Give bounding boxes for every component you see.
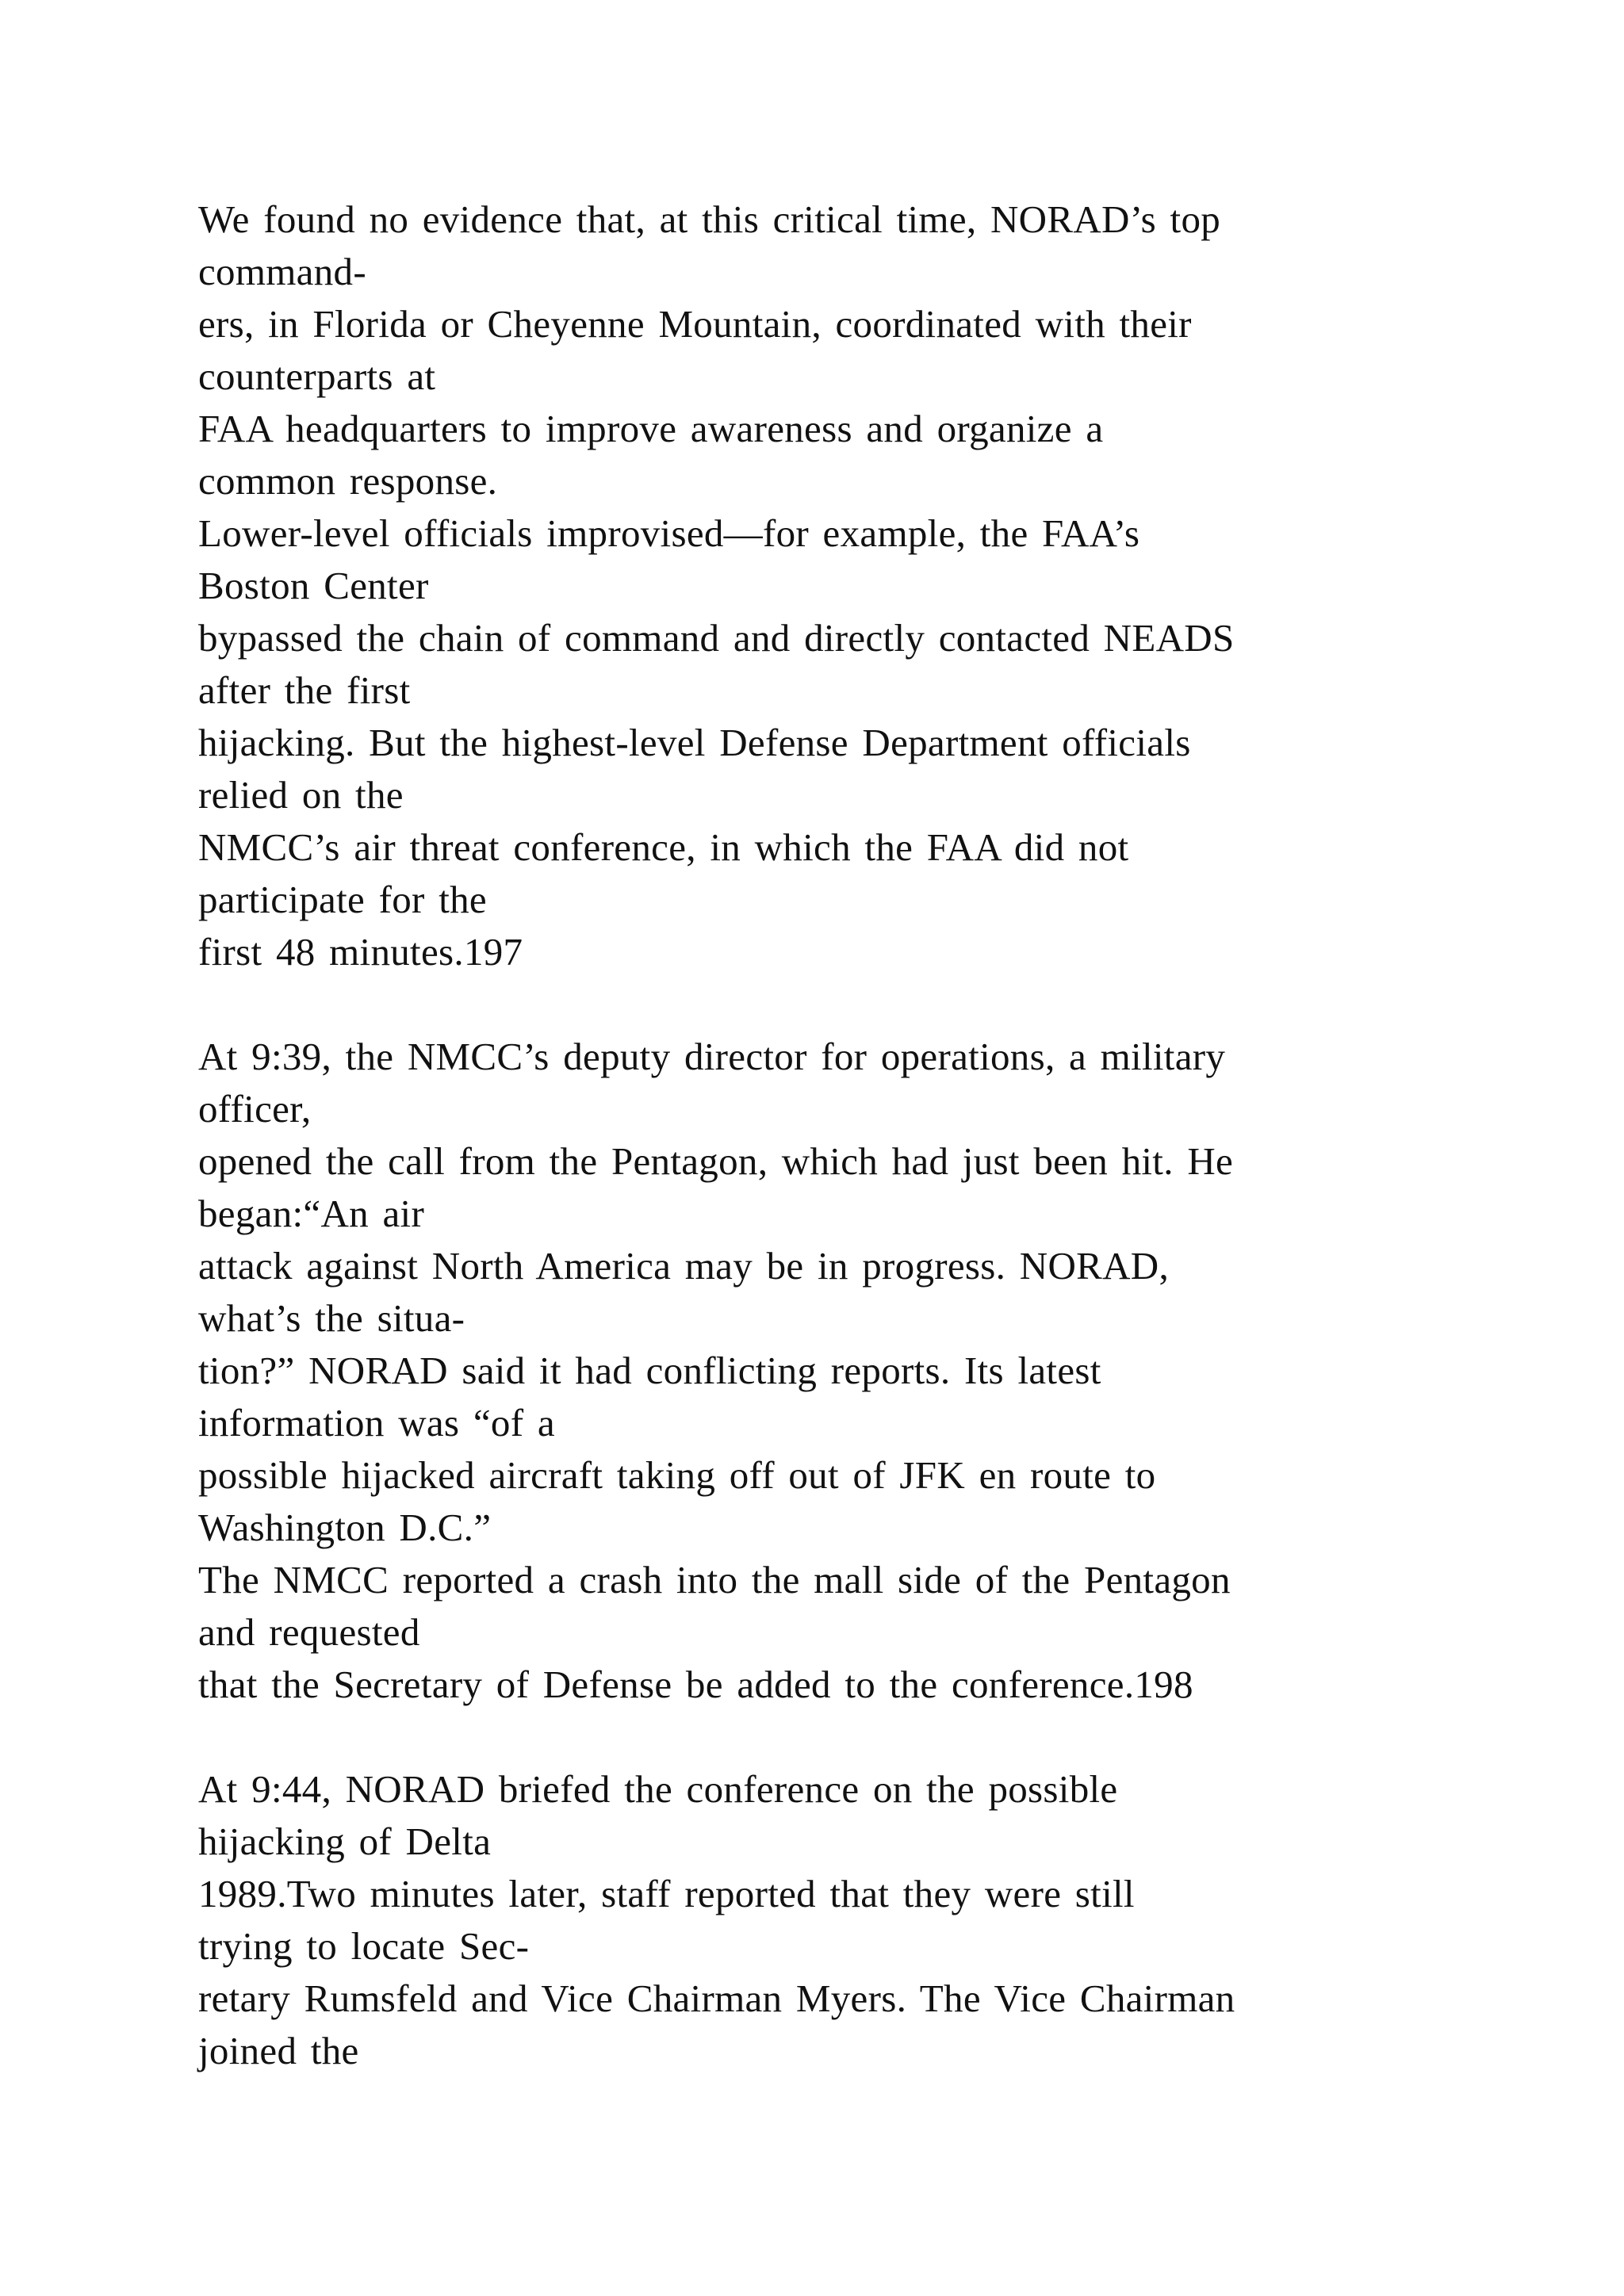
text-line: what’s the situa- — [198, 1296, 465, 1340]
paragraph-gap — [198, 978, 1435, 1031]
text-line: NMCC’s air threat conference, in which the FAA did not — [198, 825, 1129, 869]
text-line: counterparts at — [198, 354, 436, 398]
text-line: hijacking of Delta — [198, 1820, 492, 1863]
text-line: information was “of a — [198, 1401, 555, 1445]
text-line: after the first — [198, 668, 411, 712]
text-line: ers, in Florida or Cheyenne Mountain, coordinated with their — [198, 302, 1192, 346]
text-line: possible hijacked aircraft taking off out of JFK en route to — [198, 1453, 1156, 1497]
text-line: officer, — [198, 1087, 312, 1131]
text-line: opened the call from the Pentagon, which had just been hit. He — [198, 1139, 1234, 1183]
text-line: first 48 minutes.197 — [198, 930, 523, 974]
text-line: retary Rumsfeld and Vice Chairman Myers. The Vice Chairman — [198, 1976, 1235, 2020]
text-line: Boston Center — [198, 564, 429, 607]
text-line: We found no evidence that, at this critical time, NORAD’s top — [198, 197, 1221, 241]
text-line: began:“An air — [198, 1192, 425, 1235]
text-line: bypassed the chain of command and directly contacted NEADS — [198, 616, 1235, 660]
text-line: relied on the — [198, 773, 404, 817]
paragraph-1 — [198, 193, 1435, 978]
text-line: tion?” NORAD said it had conflicting reports. Its latest — [198, 1349, 1101, 1392]
text-line: At 9:44, NORAD briefed the conference on the possible — [198, 1767, 1118, 1811]
text-line: participate for the — [198, 878, 487, 921]
text-line: joined the — [198, 2029, 359, 2072]
text-line: that the Secretary of Defense be added to the conference.198 — [198, 1663, 1193, 1706]
text-line: Lower-level officials improvised—for example, the FAA’s — [198, 511, 1140, 555]
paragraph-2 — [198, 1031, 1435, 1711]
text-line: Washington D.C.” — [198, 1506, 492, 1549]
paragraph-3 — [198, 1763, 1435, 2077]
text-line: hijacking. But the highest-level Defense Department officials — [198, 721, 1191, 764]
text-line: At 9:39, the NMCC’s deputy director for operations, a military — [198, 1035, 1226, 1078]
text-line: The NMCC reported a crash into the mall side of the Pentagon — [198, 1558, 1231, 1601]
paragraph-gap — [198, 1711, 1435, 1763]
text-line: 1989.Two minutes later, staff reported that they were still — [198, 1872, 1135, 1915]
text-line: common response. — [198, 459, 498, 503]
text-line: command- — [198, 250, 366, 293]
text-line: attack against North America may be in progress. NORAD, — [198, 1244, 1170, 1288]
text-line: FAA headquarters to improve awareness and organize a — [198, 407, 1104, 450]
text-line: and requested — [198, 1610, 420, 1654]
document-body — [198, 193, 1435, 2077]
text-line: trying to locate Sec- — [198, 1924, 530, 1968]
